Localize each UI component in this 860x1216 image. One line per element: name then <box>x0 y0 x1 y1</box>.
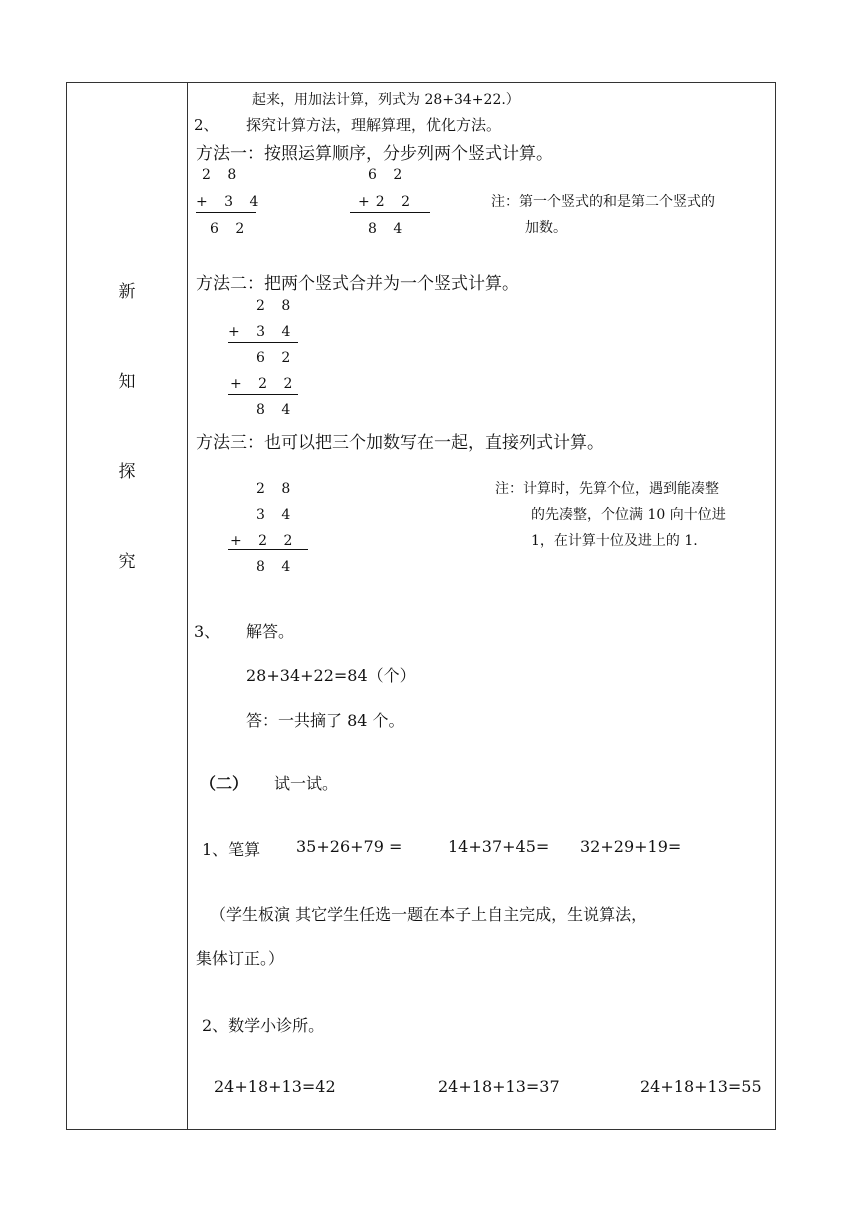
m3-line1: 2 8 <box>256 481 297 497</box>
q2-expression2: 24+18+13=37 <box>438 1077 560 1096</box>
m1-right-addend2: +2 2 <box>358 194 416 210</box>
m3-line2: 3 4 <box>256 507 297 523</box>
m3-line3: + 2 2 <box>230 533 299 549</box>
step3-equation: 28+34+22=84（个） <box>246 666 416 685</box>
side-char-3: 探 <box>118 462 136 482</box>
side-char-2: 知 <box>118 372 136 392</box>
m1-right-underline <box>350 212 430 213</box>
part2-label: （二） <box>200 774 249 793</box>
m3-line4: 8 4 <box>256 559 297 575</box>
step3-number: 3、 <box>194 622 221 641</box>
step3-text: 解答。 <box>246 622 295 641</box>
q2-expression3: 24+18+13=55 <box>640 1077 762 1096</box>
q2-label: 2、数学小诊所。 <box>202 1016 325 1035</box>
m3-note-line2: 的先凑整，个位满 10 向十位进 <box>531 507 726 523</box>
m3-note-line1: 注：计算时，先算个位，遇到能凑整 <box>495 481 719 497</box>
m1-left-result: 6 2 <box>210 221 251 237</box>
content-cell <box>188 83 775 1129</box>
m2-line1: 2 8 <box>256 298 297 314</box>
lesson-table <box>66 82 776 1130</box>
step2-number: 2、 <box>194 116 219 134</box>
m1-left-addend1: 2 8 <box>202 167 243 183</box>
q2-expression1: 24+18+13=42 <box>214 1077 336 1096</box>
method1-title: 方法一：按照运算顺序，分步列两个竖式计算。 <box>196 144 553 164</box>
m2-line4: + 2 2 <box>230 376 299 392</box>
m1-left-underline <box>196 212 256 213</box>
m3-underline <box>228 549 308 550</box>
m2-line5: 8 4 <box>256 402 297 418</box>
remark-line2: 集体订正。） <box>196 949 285 968</box>
m1-note-line2: 加数。 <box>525 220 567 236</box>
side-char-1: 新 <box>118 282 136 302</box>
m2-underline1 <box>228 342 298 343</box>
top-line: 起来，用加法计算，列式为 28+34+22.） <box>252 92 520 108</box>
q1-expression1: 35+26+79 = <box>296 837 403 856</box>
q1-label: 1、笔算 <box>202 840 261 859</box>
step3-answer: 答：一共摘了 84 个。 <box>246 711 405 730</box>
m1-note-line1: 注：第一个竖式的和是第二个竖式的 <box>491 194 715 210</box>
m2-line2: + 3 4 <box>228 324 297 340</box>
step2-text: 探究计算方法，理解算理，优化方法。 <box>246 116 502 134</box>
m1-right-result: 8 4 <box>368 221 409 237</box>
part2-text: 试一试。 <box>274 774 339 793</box>
m1-left-addend2: + 3 4 <box>196 194 265 210</box>
q1-expression2: 14+37+45= <box>448 837 550 856</box>
m2-underline2 <box>228 394 298 395</box>
m2-line3: 6 2 <box>256 350 297 366</box>
m3-note-line3: 1，在计算十位及进上的 1. <box>531 533 698 549</box>
method3-title: 方法三：也可以把三个加数写在一起，直接列式计算。 <box>196 433 604 453</box>
q1-expression3: 32+29+19= <box>580 837 682 856</box>
side-char-4: 究 <box>118 552 136 572</box>
m1-right-addend1: 6 2 <box>368 167 409 183</box>
method2-title: 方法二：把两个竖式合并为一个竖式计算。 <box>196 274 519 294</box>
remark-line1: （学生板演 其它学生任选一题在本子上自主完成，生说算法， <box>210 905 648 924</box>
